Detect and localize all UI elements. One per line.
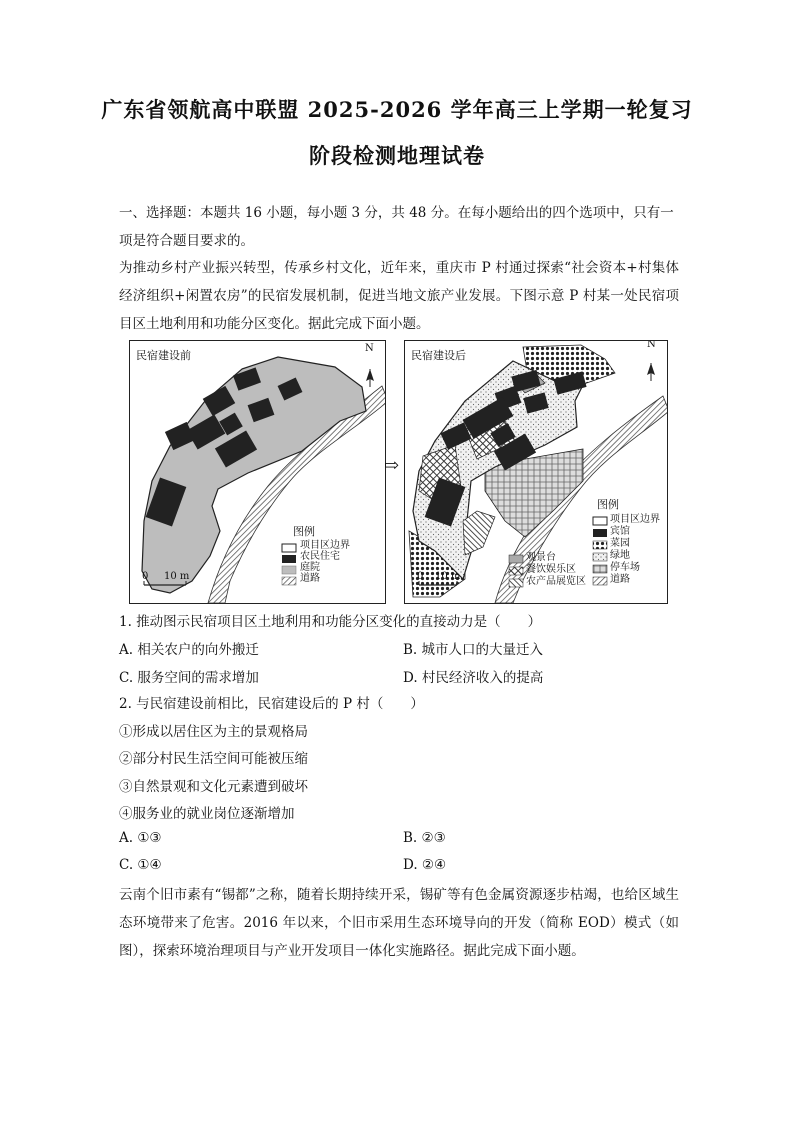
q2-option-b[interactable]: B. ②③ — [403, 830, 446, 846]
north-label: N — [365, 343, 374, 354]
legend-items-right — [610, 514, 660, 586]
map-before-label: 民宿建设前 — [136, 349, 191, 362]
question-2-stem: 2. 与民宿建设前相比，民宿建设后的 P 村（ ） — [119, 696, 424, 712]
q2-statement-3: ③自然景观和文化元素遭到破坏 — [119, 779, 308, 795]
legend-items-left — [526, 552, 586, 588]
legend-road: 道路 — [610, 574, 630, 585]
q1-option-c[interactable]: C. 服务空间的需求增加 — [119, 670, 259, 686]
q2-option-a[interactable]: A. ①③ — [119, 830, 162, 846]
q2-statement-4: ④服务业的就业岗位逐渐增加 — [119, 806, 295, 822]
passage-2: 云南个旧市素有“锡都”之称，随着长期持续开采，锡矿等有色金属资源逐步枯竭，也给区域生态环境带来了危害。2016 年以来，个旧市采用生态环境导向的开发（简称 EOD）模式（如图），探索环境治理项目与产业开发项目一体化实施路径。据此完成下面小题。 — [119, 887, 679, 959]
map-after-construction — [404, 340, 668, 604]
passage-1: 为推动乡村产业振兴转型，传承乡村文化，近年来，重庆市 P 村通过探索“社会资本+村集体经济组织+闲置农房”的民宿发展机制，促进当地文旅产业发展。下图示意 P 村某一处民宿项目区土地利用和功能分区变化。据此完成下面小题。 — [119, 260, 679, 332]
north-label: N — [647, 340, 656, 350]
legend-title: 图例 — [293, 525, 315, 538]
legend-boundary: 项目区边界 — [610, 514, 660, 525]
q2-option-d[interactable]: D. ②④ — [403, 857, 447, 873]
section-intro-line2: 项是符合题目要求的。 — [119, 233, 254, 249]
legend-green: 绿地 — [610, 550, 630, 561]
legend-items — [300, 540, 350, 584]
legend-house: 农民住宅 — [300, 551, 340, 562]
legend-title: 图例 — [597, 498, 619, 511]
question-1-stem: 1. 推动图示民宿项目区土地利用和功能分区变化的直接动力是（ ） — [119, 614, 542, 630]
legend-parking: 停车场 — [610, 562, 640, 573]
expo-area — [463, 511, 495, 555]
scale-ten: 10 m — [435, 571, 461, 582]
q1-option-b[interactable]: B. 城市人口的大量迁入 — [403, 642, 544, 658]
legend-courtyard: 庭院 — [300, 562, 320, 573]
q2-option-c[interactable]: C. ①④ — [119, 857, 162, 873]
exam-title-line1: 广东省领航高中联盟 2025-2026 学年高三上学期一轮复习 — [101, 97, 693, 122]
change-arrow: ⇨ — [384, 455, 400, 476]
legend-viewing-deck: 观景台 — [526, 552, 556, 563]
legend-road: 道路 — [300, 573, 320, 584]
map-before-construction — [129, 340, 386, 604]
legend-boundary: 项目区边界 — [300, 540, 350, 551]
map-after-label: 民宿建设后 — [411, 349, 466, 362]
legend-hotel: 宾馆 — [610, 526, 630, 537]
scale-ten: 10 m — [164, 571, 190, 582]
q2-statement-2: ②部分村民生活空间可能被压缩 — [119, 751, 308, 767]
exam-title-line2: 阶段检测地理试卷 — [309, 143, 485, 168]
section-intro-line1: 一、选择题：本题共 16 小题，每小题 3 分，共 48 分。在每小题给出的四个选项中，只有一 — [119, 205, 674, 221]
legend-expo: 农产品展览区 — [526, 576, 586, 587]
legend-dining: 餐饮娱乐区 — [526, 564, 576, 575]
legend-vegetable-garden: 菜园 — [610, 538, 630, 549]
q1-option-d[interactable]: D. 村民经济收入的提高 — [403, 670, 544, 686]
scale-zero: 0 — [417, 571, 424, 582]
scale-zero: 0 — [142, 571, 149, 582]
q1-option-a[interactable]: A. 相关农户的向外搬迁 — [119, 642, 259, 658]
q2-statement-1: ①形成以居住区为主的景观格局 — [119, 724, 308, 740]
